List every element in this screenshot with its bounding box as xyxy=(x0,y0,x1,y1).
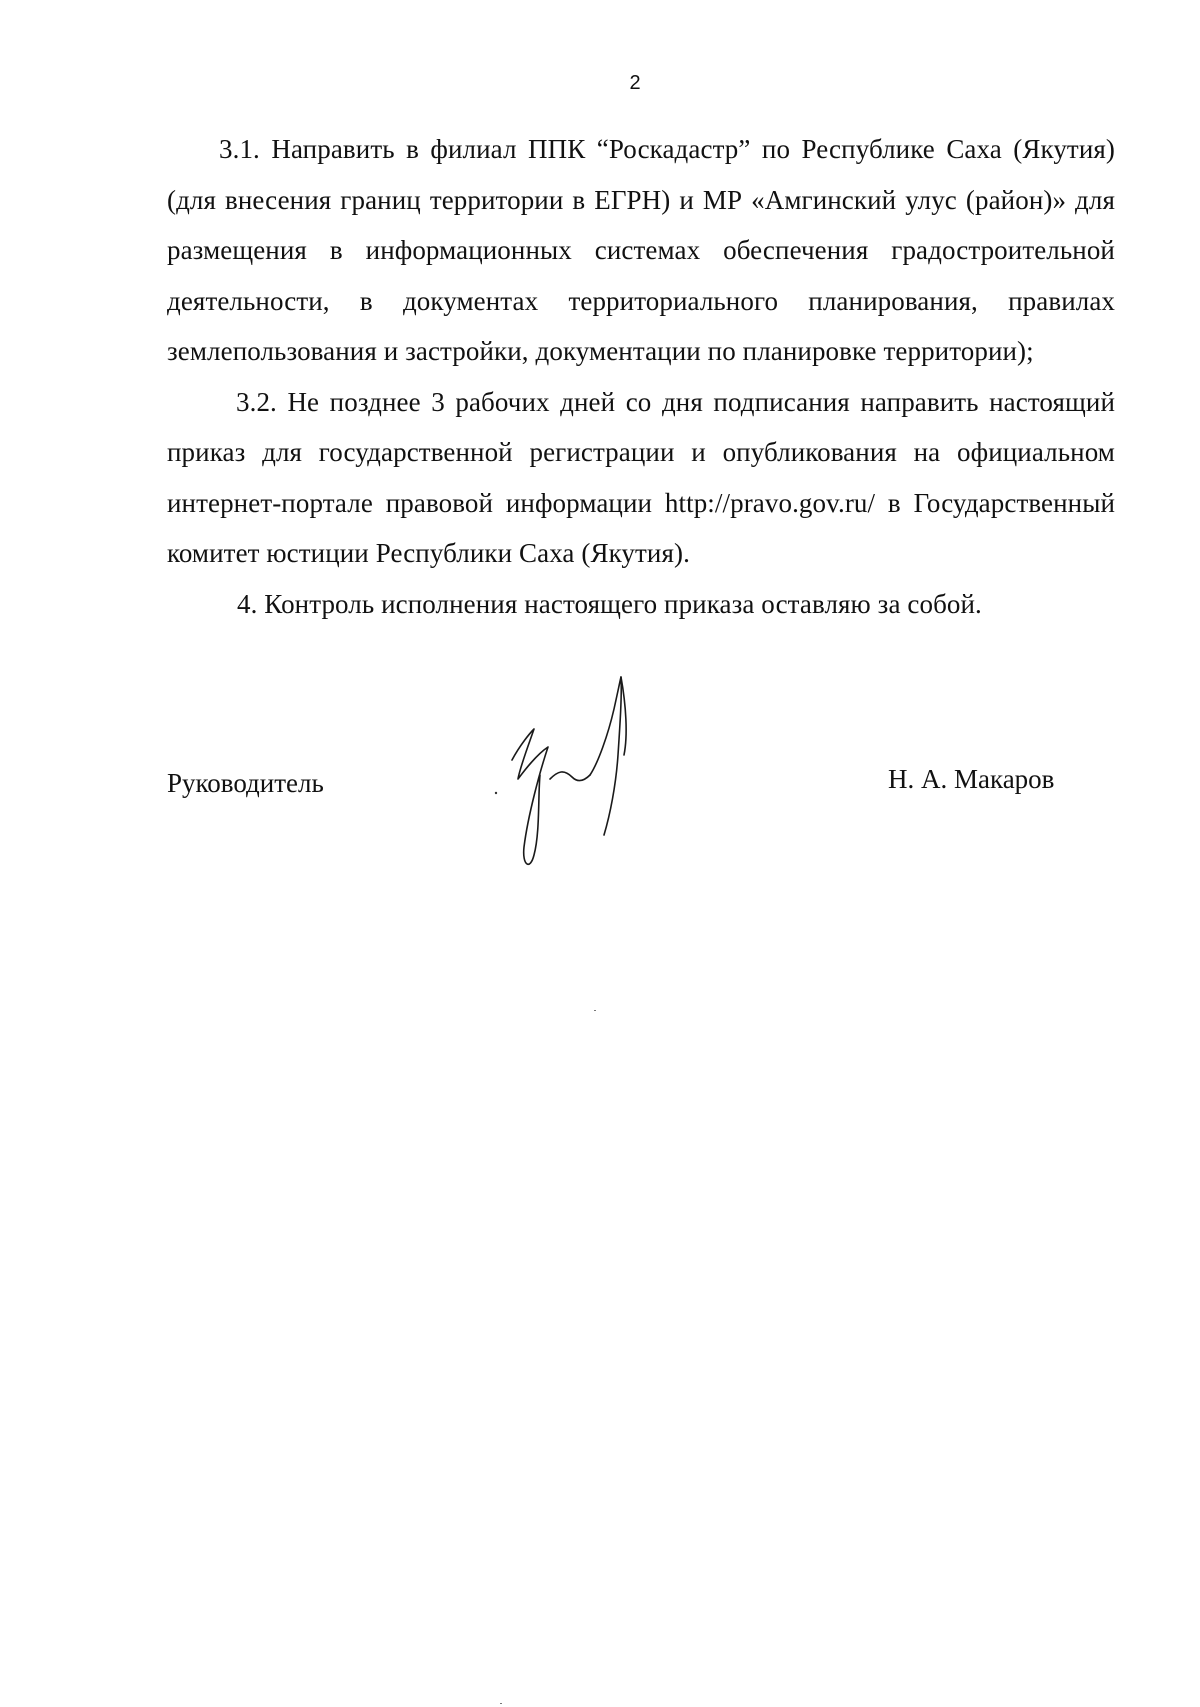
signatory-name: Н. А. Макаров xyxy=(888,764,1055,794)
handwritten-signature xyxy=(490,675,660,890)
document-body xyxy=(167,124,1115,629)
scan-speck xyxy=(594,1010,596,1011)
scan-speck xyxy=(500,1703,502,1704)
signatory-role: Руководитель xyxy=(167,768,324,798)
page-number: 2 xyxy=(629,72,641,94)
paragraph-3-1: 3.1. Направить в филиал ППК “Роскадастр” по Республике Саха (Якутия) (для внесения границ территории в ЕГРН) и МР «Амгинский улус (район)» для размещения в информационных системах обеспечения градостроительной деятельности, в документах территориального планирования, правилах землепользования и застройки, документации по планировке территории); xyxy=(167,134,1115,366)
paragraph-4: 4. Контроль исполнения настоящего приказа оставляю за собой. xyxy=(237,588,982,619)
paragraph-3-2: 3.2. Не позднее 3 рабочих дней со дня подписания направить настоящий приказ для государственной регистрации и опубликования на официальном интернет-портале правовой информации http://pravo.gov.ru/ в Государственный комитет юстиции Республики Саха (Якутия). xyxy=(167,386,1115,568)
